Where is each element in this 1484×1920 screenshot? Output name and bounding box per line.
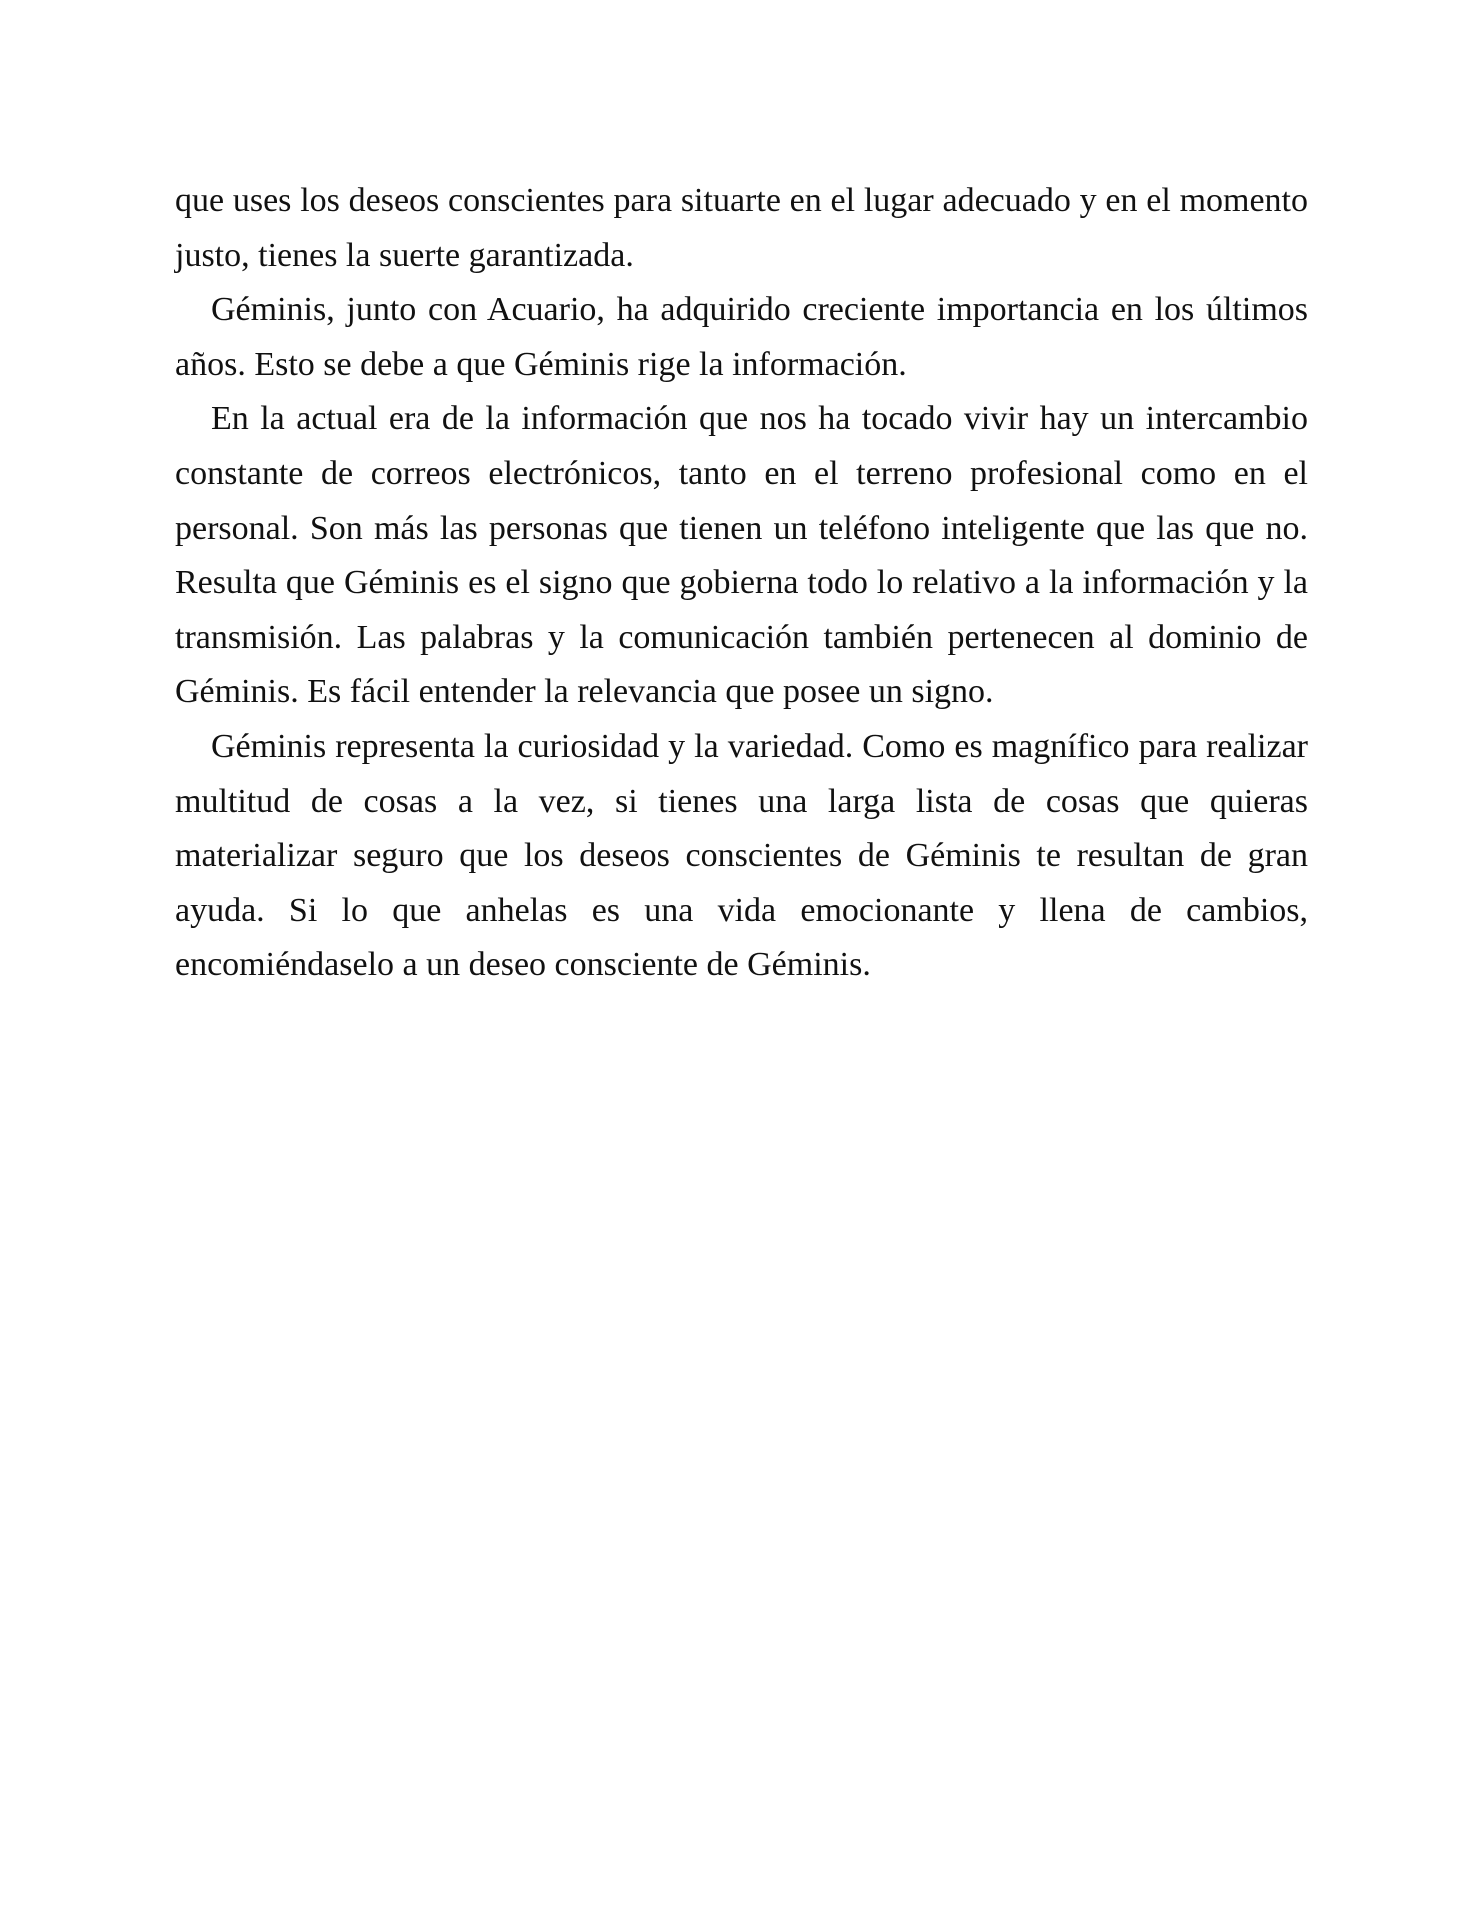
body-text (175, 174, 1308, 993)
paragraph-continuation: que uses los deseos conscientes para situarte en el lugar adecuado y en el momento justo, tienes la suerte garantizada. (175, 182, 1308, 274)
paragraph: Géminis representa la curiosidad y la variedad. Como es magnífico para realizar multitud de cosas a la vez, si tienes una larga lista de cosas que quieras materializar seguro que los deseos conscientes de Géminis te resultan de gran ayuda. Si lo que anhelas es una vida emocionante y llena de cambios, encomiéndaselo a un deseo consciente de Géminis. (175, 727, 1308, 984)
paragraph: En la actual era de la información que nos ha tocado vivir hay un intercambio constante de correos electrónicos, tanto en el terreno profesional como en el personal. Son más las personas que tienen un teléfono inteligente que las que no. Resulta que Géminis es el signo que gobierna todo lo relativo a la información y la transmisión. Las palabras y la comunicación también pertenecen al dominio de Géminis. Es fácil entender la relevancia que posee un signo. (175, 400, 1308, 711)
paragraph: Géminis, junto con Acuario, ha adquirido creciente importancia en los últimos años. Esto se debe a que Géminis rige la información. (175, 291, 1308, 383)
